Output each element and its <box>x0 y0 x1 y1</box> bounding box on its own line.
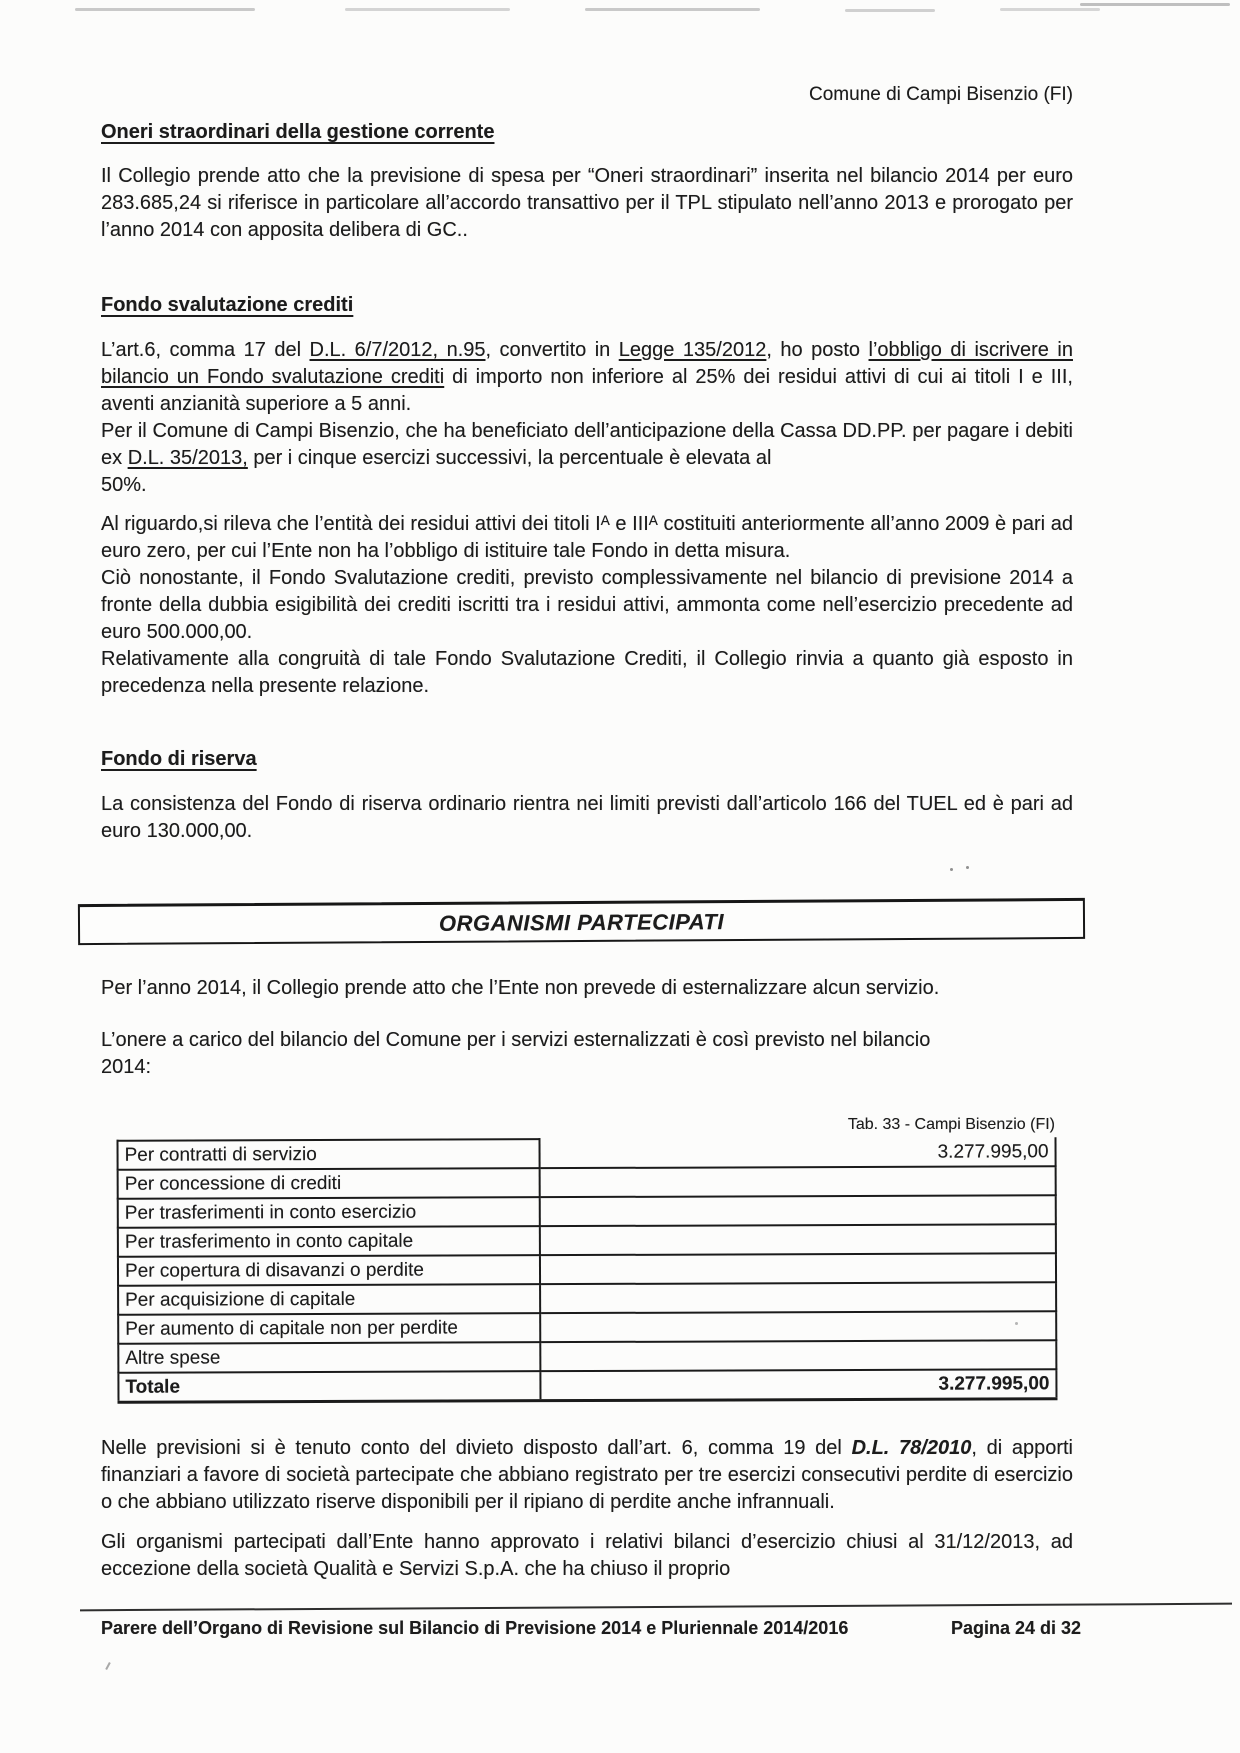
table-row <box>118 1195 1056 1228</box>
table-row <box>118 1166 1056 1199</box>
text-run: Per il Comune di Campi Bisenzio, che ha beneficiato dell’anticipazione della Cassa DD.PP. per pagare i debiti ex <box>101 420 1073 469</box>
organismi-box-title: ORGANISMI PARTECIPATI <box>438 908 725 936</box>
scan-speck <box>105 1662 111 1670</box>
text-run: , di apporti finanziari a favore di società partecipate che abbiano registrato per tre esercizi consecutivi perdite di esercizio o che abbiano utilizzato riserve disponibili per il ripiano di perdite anche infrannuali. <box>101 1437 1073 1513</box>
footer-title: Parere dell’Organo di Revisione sul Bilancio di Previsione 2014 e Pluriennale 2014/2016 <box>101 1618 849 1638</box>
paragraph-svalutazione-1 <box>101 337 1073 418</box>
paragraph-bilanci: Gli organismi partecipati dall’Ente hanno approvato i relativi bilanci d’esercizio chiusi al 31/12/2013, ad eccezione della società Qualità e Servizi S.p.A. che ha chiuso il proprio <box>101 1531 1073 1580</box>
cost-value-cell: 3.277.995,00 <box>539 1137 1055 1168</box>
text-run: L’art.6, comma 17 del <box>101 339 310 361</box>
table-row <box>118 1340 1056 1373</box>
paragraph-oneri: Il Collegio prende atto che la previsione di spesa per “Oneri straordinari” inserita nel bilancio 2014 per euro 283.685,24 si riferisce in particolare all’accordo transattivo per il TPL stipulato nell’anno 2013 e prorogato per l’anno 2014 con apposita delibera di GC.. <box>101 165 1073 241</box>
text-run: per i cinque esercizi successivi, la percentuale è elevata al <box>247 447 772 469</box>
document-content <box>101 84 1073 1583</box>
cost-label-cell: Totale <box>118 1371 540 1402</box>
cost-value-cell <box>540 1224 1056 1255</box>
paragraph-congruita: Relativamente alla congruità di tale Fondo Svalutazione Crediti, il Collegio rinvia a quanto già esposto in precedenza nella presente relazione. <box>101 648 1073 697</box>
paragraph-organismi-1: Per l’anno 2014, il Collegio prende atto che l’Ente non prevede di esternalizzare alcun servizio. <box>101 977 940 999</box>
cost-label-cell: Per trasferimento in conto capitale <box>118 1226 540 1257</box>
table-row <box>118 1253 1056 1286</box>
underlined-reference: l’obbligo di iscrivere in bilancio un Fondo svalutazione crediti <box>101 339 1073 388</box>
table-row <box>118 1137 1056 1170</box>
footer <box>101 1616 1081 1640</box>
cost-value-cell <box>540 1311 1056 1342</box>
costs-table <box>116 1136 1057 1404</box>
table-row <box>118 1369 1056 1402</box>
text-run: L’onere a carico del bilancio del Comune per i servizi esternalizzati è così previsto nel bilancio <box>101 1029 931 1051</box>
footer-rule <box>80 1603 1232 1612</box>
scan-artifact <box>845 9 935 12</box>
bold-italic-reference: D.L. 78/2010 <box>851 1437 972 1459</box>
cost-value-cell <box>540 1195 1056 1226</box>
paragraph-svalutazione-2 <box>101 418 1073 499</box>
text-run: 50%. <box>101 474 147 496</box>
page-number: Pagina 24 di 32 <box>950 1618 1081 1638</box>
table-row <box>118 1224 1056 1257</box>
cost-value-cell <box>540 1253 1056 1284</box>
paragraph-riserva: La consistenza del Fondo di riserva ordinario rientra nei limiti previsti dall’articolo 166 del TUEL ed è pari ad euro 130.000,00. <box>101 793 1073 842</box>
heading-fondo-svalutazione: Fondo svalutazione crediti <box>101 294 354 316</box>
paragraph-residui-attivi: Al riguardo,si rileva che l’entità dei residui attivi dei titoli Iᴬ e IIIᴬ costituiti anteriormente all’anno 2009 è pari ad euro zero, per cui l’Ente non ha l’obbligo di istituire tale Fondo in detta misura. <box>101 513 1073 562</box>
paragraph-cio-nonostante: Ciò nonostante, il Fondo Svalutazione crediti, previsto complessivamente nel bilancio di previsione 2014 a fronte della dubbia esigibilità dei crediti iscritti tra i residui attivi, ammonta come nell’esercizio precedente ad euro 500.000,00. <box>101 567 1073 643</box>
table-caption: Tab. 33 - Campi Bisenzio (FI) <box>847 1116 1055 1133</box>
scan-artifact <box>1000 8 1100 11</box>
organismi-partecipati-box <box>78 898 1085 945</box>
scan-artifact <box>1080 3 1230 6</box>
text-run: 2014: <box>101 1056 152 1078</box>
heading-oneri-straordinari: Oneri straordinari della gestione corrente <box>101 121 495 143</box>
cost-value-cell <box>540 1166 1056 1197</box>
paragraph-organismi-2 <box>101 1027 1073 1081</box>
table-row <box>118 1282 1056 1315</box>
document-header <box>101 84 1073 106</box>
table-row <box>118 1311 1056 1344</box>
cost-value-cell <box>540 1340 1056 1371</box>
cost-label-cell: Per trasferimenti in conto esercizio <box>118 1197 540 1228</box>
underlined-reference: Legge 135/2012 <box>618 339 767 361</box>
text-run: di importo non inferiore al 25% dei residui attivi di cui ai titoli I e III, aventi anzianità superiore a 5 anni. <box>101 366 1073 415</box>
cost-label-cell: Altre spese <box>118 1342 540 1373</box>
cost-label-cell: Per acquisizione di capitale <box>118 1284 540 1315</box>
cost-label-cell: Per contratti di servizio <box>118 1139 540 1170</box>
scan-artifact <box>345 8 510 11</box>
scan-artifact <box>75 8 255 11</box>
header-title: Comune di Campi Bisenzio (FI) <box>809 84 1073 105</box>
cost-label-cell: Per aumento di capitale non per perdite <box>118 1313 540 1344</box>
scan-artifact <box>585 8 760 11</box>
text-run: , convertito in <box>485 339 619 361</box>
underlined-reference: D.L. 35/2013, <box>127 447 248 469</box>
cost-label-cell: Per copertura di disavanzi o perdite <box>118 1255 540 1286</box>
heading-fondo-riserva: Fondo di riserva <box>101 748 257 770</box>
cost-label-cell: Per concessione di crediti <box>118 1168 540 1199</box>
cost-value-cell <box>540 1282 1056 1313</box>
underlined-reference: D.L. 6/7/2012, n.95 <box>309 339 486 361</box>
costs-table-body <box>118 1137 1057 1402</box>
text-run: , ho posto <box>766 339 869 361</box>
cost-value-cell: 3.277.995,00 <box>540 1369 1056 1400</box>
text-run: Nelle previsioni si è tenuto conto del divieto disposto dall’art. 6, comma 19 del <box>101 1437 852 1459</box>
paragraph-group-svalutazione <box>101 511 1073 700</box>
paragraph-divieto <box>101 1435 1073 1516</box>
